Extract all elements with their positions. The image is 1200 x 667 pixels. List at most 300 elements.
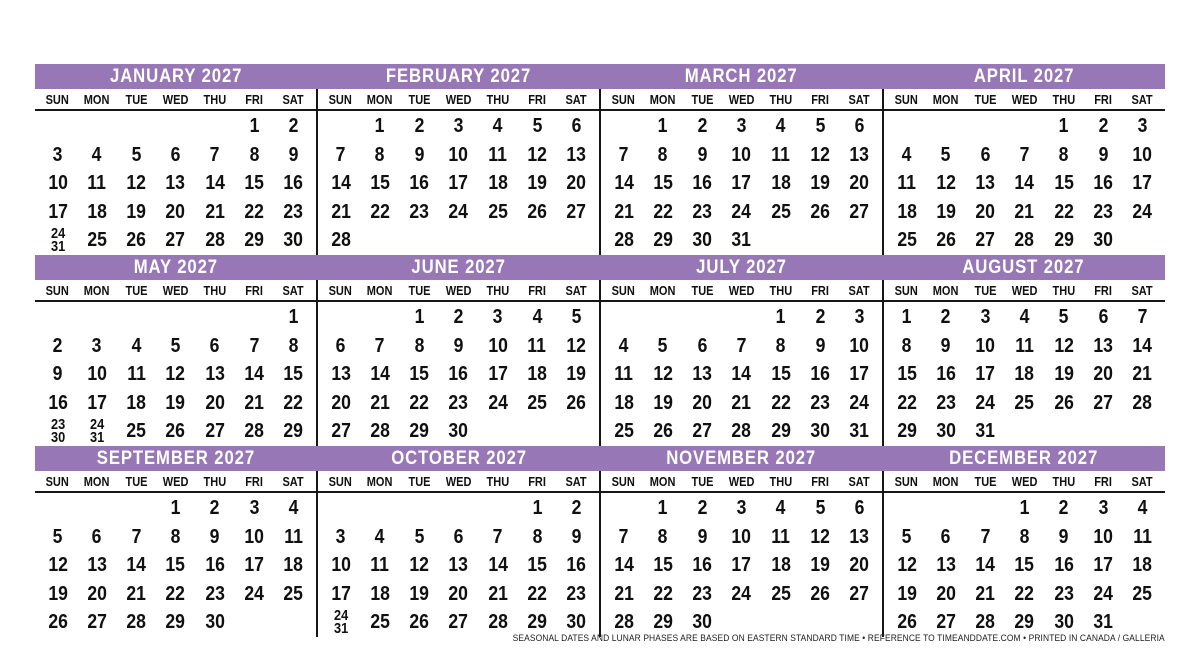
text: JANUARY 2027 xyxy=(110,66,243,87)
text: 30 xyxy=(50,429,65,446)
date-cell xyxy=(38,580,77,609)
text: 14 xyxy=(1014,172,1035,195)
date-cell xyxy=(800,141,839,170)
date-cell xyxy=(761,141,800,170)
text: JULY 2027 xyxy=(695,257,787,278)
weekday-label xyxy=(360,284,399,298)
date-cell xyxy=(400,551,439,580)
text: WED xyxy=(445,284,472,298)
weekday-label xyxy=(800,284,839,298)
weekday-label xyxy=(117,284,156,298)
empty-cell xyxy=(156,112,195,141)
text: 7 xyxy=(1019,143,1030,166)
date-cell xyxy=(800,169,839,198)
text: 7 xyxy=(736,334,747,357)
date-cell xyxy=(38,226,77,255)
text: 12 xyxy=(810,143,830,166)
text: WED xyxy=(445,475,472,489)
text: SUN xyxy=(329,93,353,107)
date-cell xyxy=(761,169,800,198)
text: 16 xyxy=(448,363,469,386)
date-cell xyxy=(966,141,1005,170)
date-cell xyxy=(1123,360,1162,389)
date-cell xyxy=(643,580,682,609)
month-grids-row xyxy=(35,471,1165,637)
text: 8 xyxy=(775,334,786,357)
weekday-label xyxy=(722,284,761,298)
text: SUN xyxy=(895,475,919,489)
empty-cell xyxy=(604,494,643,523)
text: 9 xyxy=(941,334,951,357)
text: THU xyxy=(203,475,227,489)
text: TUE xyxy=(408,93,431,107)
text: FEBRUARY 2027 xyxy=(386,66,532,87)
date-cell xyxy=(761,494,800,523)
text: 29 xyxy=(653,229,673,252)
date-cell xyxy=(478,198,517,227)
text: FRI xyxy=(528,93,546,107)
text: 4 xyxy=(532,306,542,328)
date-cell xyxy=(1083,580,1122,609)
weekday-header-row xyxy=(35,280,316,302)
text: 29 xyxy=(770,420,791,443)
text: 13 xyxy=(566,143,587,166)
weekday-label xyxy=(517,475,556,489)
text: DECEMBER 2027 xyxy=(949,448,1099,469)
text: 31 xyxy=(50,238,65,255)
date-cell xyxy=(926,169,965,198)
text: WED xyxy=(162,284,189,298)
date-cell xyxy=(321,332,360,361)
text: THU xyxy=(486,284,510,298)
text: 15 xyxy=(1053,172,1074,195)
text: 15 xyxy=(283,363,304,386)
text: 18 xyxy=(487,172,508,195)
text: FRI xyxy=(245,475,263,489)
weekday-header-row xyxy=(318,471,599,493)
text: 28 xyxy=(370,420,390,443)
date-cell xyxy=(557,580,596,609)
weekday-label xyxy=(926,93,965,107)
weekday-label xyxy=(439,475,478,489)
text: 28 xyxy=(204,229,225,252)
text: 12 xyxy=(165,363,186,386)
text: 11 xyxy=(126,363,146,386)
text: TUE xyxy=(125,93,148,107)
text: MON xyxy=(367,475,393,489)
empty-cell xyxy=(439,494,478,523)
weekday-label xyxy=(195,93,234,107)
date-cell xyxy=(321,580,360,609)
date-cell xyxy=(887,580,926,609)
weekday-label xyxy=(517,93,556,107)
empty-cell xyxy=(926,112,965,141)
date-cell xyxy=(517,112,556,141)
date-cell xyxy=(517,494,556,523)
text: WED xyxy=(1011,284,1038,298)
weekday-label xyxy=(840,93,879,107)
date-cell xyxy=(1083,198,1122,227)
weekday-label xyxy=(38,475,77,489)
date-cell xyxy=(683,198,722,227)
text: 19 xyxy=(527,172,547,195)
date-cell xyxy=(1083,332,1122,361)
text: 13 xyxy=(1093,334,1113,357)
text: 2 xyxy=(1058,497,1069,519)
text: 1 xyxy=(775,306,786,328)
empty-cell xyxy=(887,494,926,523)
date-cell xyxy=(1005,523,1044,552)
text: 3 xyxy=(52,143,63,166)
empty-cell xyxy=(234,608,273,637)
weekday-label xyxy=(38,284,77,298)
date-cell xyxy=(1005,332,1044,361)
text: 22 xyxy=(527,582,547,605)
text: 27 xyxy=(165,229,186,252)
empty-cell xyxy=(926,494,965,523)
month-title-march xyxy=(600,64,883,89)
month-december xyxy=(882,471,1165,637)
text: 11 xyxy=(897,172,916,195)
weekday-label xyxy=(761,284,800,298)
text: 5 xyxy=(1058,306,1069,328)
date-cell xyxy=(1123,169,1162,198)
text: 15 xyxy=(770,363,791,386)
text: 21 xyxy=(370,391,390,414)
date-cell xyxy=(517,141,556,170)
text: 25 xyxy=(527,391,547,414)
date-cell xyxy=(117,551,156,580)
date-cell xyxy=(360,198,399,227)
text: 6 xyxy=(697,334,708,357)
text: 17 xyxy=(244,554,264,577)
weekday-label xyxy=(195,284,234,298)
month-october xyxy=(316,471,599,637)
date-cell xyxy=(840,198,879,227)
date-cell xyxy=(926,360,965,389)
text: 20 xyxy=(1093,363,1113,386)
text: 23 xyxy=(409,200,429,223)
month-title-july xyxy=(600,255,883,280)
weekday-label xyxy=(966,93,1005,107)
text: 25 xyxy=(283,582,304,605)
text: 23 xyxy=(448,391,469,414)
weekday-label xyxy=(1123,284,1162,298)
text: 20 xyxy=(448,582,469,605)
date-cell xyxy=(683,360,722,389)
date-cell xyxy=(683,494,722,523)
date-cell xyxy=(274,198,313,227)
date-cell xyxy=(966,360,1005,389)
date-cell xyxy=(840,141,879,170)
text: 31 xyxy=(1093,611,1113,634)
date-cell xyxy=(966,226,1005,255)
text: TUE xyxy=(691,284,714,298)
text: 4 xyxy=(492,115,503,137)
text: 15 xyxy=(653,554,673,577)
text: 18 xyxy=(896,200,917,223)
text: 2 xyxy=(288,115,299,137)
text: 8 xyxy=(414,334,425,357)
text: 15 xyxy=(653,172,673,195)
date-cell xyxy=(439,141,478,170)
empty-cell xyxy=(840,226,879,255)
date-cell xyxy=(117,389,156,418)
text: 16 xyxy=(204,554,225,577)
date-cell xyxy=(234,494,273,523)
date-cell xyxy=(400,303,439,332)
date-cell xyxy=(478,523,517,552)
text: 8 xyxy=(658,525,668,548)
text: SUN xyxy=(329,284,353,298)
weekday-label xyxy=(274,475,313,489)
text: 2 xyxy=(1098,115,1108,137)
empty-cell xyxy=(683,303,722,332)
text: SUN xyxy=(46,284,70,298)
text: 15 xyxy=(370,172,390,195)
text: 30 xyxy=(810,420,830,443)
text: 16 xyxy=(692,172,712,195)
weekday-label xyxy=(722,93,761,107)
text: 26 xyxy=(165,420,186,443)
text: TUE xyxy=(125,284,148,298)
text: SAT xyxy=(848,284,870,298)
text: 9 xyxy=(697,143,708,166)
date-cell xyxy=(1005,226,1044,255)
date-cell xyxy=(643,417,682,446)
date-cell xyxy=(274,303,313,332)
text: SAT xyxy=(282,284,304,298)
date-cell xyxy=(195,332,234,361)
weekday-label xyxy=(77,284,116,298)
date-cell xyxy=(439,303,478,332)
text: 25 xyxy=(896,229,917,252)
date-cell xyxy=(439,112,478,141)
empty-cell xyxy=(321,112,360,141)
date-cell xyxy=(926,523,965,552)
weekday-label xyxy=(439,284,478,298)
text: 18 xyxy=(87,200,107,223)
text: 19 xyxy=(653,391,673,414)
weekday-label xyxy=(887,93,926,107)
weekday-header-row xyxy=(601,89,882,111)
date-cell xyxy=(117,523,156,552)
text: 12 xyxy=(409,554,429,577)
date-cell xyxy=(156,580,195,609)
text: 8 xyxy=(901,334,912,357)
date-cell xyxy=(761,523,800,552)
text: 23 xyxy=(936,391,956,414)
weekday-label xyxy=(156,284,195,298)
weekday-label xyxy=(478,284,517,298)
date-cell xyxy=(274,169,313,198)
text: SUN xyxy=(612,284,636,298)
text: 1 xyxy=(658,497,668,519)
text: 4 xyxy=(618,334,629,357)
weekday-header-row xyxy=(318,280,599,302)
text: TUE xyxy=(974,475,997,489)
text: 27 xyxy=(975,229,995,252)
date-cell xyxy=(156,608,195,637)
date-cell xyxy=(887,360,926,389)
text: 25 xyxy=(613,420,634,443)
month-title-january xyxy=(35,64,318,89)
text: 16 xyxy=(47,391,68,414)
date-cell xyxy=(360,608,399,637)
text: 17 xyxy=(731,554,752,577)
date-cell xyxy=(77,608,116,637)
empty-cell xyxy=(1044,417,1083,446)
weekday-label xyxy=(1123,475,1162,489)
date-cell xyxy=(195,523,234,552)
empty-cell xyxy=(604,303,643,332)
date-cell xyxy=(77,169,116,198)
text: 6 xyxy=(209,334,220,357)
text: 3 xyxy=(249,497,259,519)
text: 19 xyxy=(1053,363,1074,386)
date-cell xyxy=(77,580,116,609)
date-cell xyxy=(722,580,761,609)
text: 14 xyxy=(370,363,390,386)
text: 20 xyxy=(849,172,870,195)
date-cell xyxy=(800,494,839,523)
date-cell xyxy=(557,389,596,418)
text: 11 xyxy=(771,525,791,548)
date-cell xyxy=(840,169,879,198)
text: 19 xyxy=(810,554,830,577)
empty-cell xyxy=(77,303,116,332)
date-cell xyxy=(557,551,596,580)
text: 23 xyxy=(810,391,830,414)
empty-cell xyxy=(887,112,926,141)
date-cell xyxy=(557,141,596,170)
date-cell xyxy=(117,198,156,227)
weekday-label xyxy=(234,284,273,298)
text: 18 xyxy=(770,554,791,577)
date-cell xyxy=(1083,303,1122,332)
date-cell xyxy=(400,169,439,198)
text: 6 xyxy=(453,525,464,548)
empty-cell xyxy=(1123,226,1162,255)
text: SAT xyxy=(1131,93,1153,107)
text: MON xyxy=(367,93,393,107)
date-cell xyxy=(234,417,273,446)
date-cell xyxy=(604,417,643,446)
text: 21 xyxy=(126,582,146,605)
weekday-label xyxy=(1005,93,1044,107)
date-cell xyxy=(683,389,722,418)
text: 19 xyxy=(936,200,956,223)
text: 18 xyxy=(1132,554,1153,577)
text: 16 xyxy=(409,172,429,195)
text: 11 xyxy=(1133,525,1152,548)
date-cell xyxy=(439,389,478,418)
text: 5 xyxy=(901,525,912,548)
date-cell xyxy=(38,169,77,198)
text: 12 xyxy=(653,363,673,386)
month-title-august xyxy=(883,255,1166,280)
date-cell xyxy=(156,494,195,523)
text: 30 xyxy=(1093,229,1113,252)
dates-grid xyxy=(318,302,599,446)
dates-grid xyxy=(318,493,599,637)
date-cell xyxy=(887,551,926,580)
date-cell xyxy=(1044,141,1083,170)
text: 7 xyxy=(492,525,503,548)
date-cell xyxy=(321,141,360,170)
weekday-label xyxy=(195,475,234,489)
text: 26 xyxy=(47,611,68,634)
text: 25 xyxy=(1014,391,1035,414)
text: 24 xyxy=(731,200,752,223)
text: TUE xyxy=(691,475,714,489)
weekday-label xyxy=(156,93,195,107)
date-cell xyxy=(400,580,439,609)
date-cell xyxy=(1123,332,1162,361)
text: 13 xyxy=(165,172,186,195)
text: FRI xyxy=(1094,475,1112,489)
weekday-label xyxy=(966,284,1005,298)
date-cell xyxy=(604,580,643,609)
empty-cell xyxy=(321,303,360,332)
text: 17 xyxy=(330,582,351,605)
empty-cell xyxy=(77,494,116,523)
text: 16 xyxy=(566,554,587,577)
weekday-label xyxy=(478,93,517,107)
date-cell xyxy=(1044,169,1083,198)
date-cell xyxy=(117,226,156,255)
date-cell xyxy=(926,332,965,361)
text: 30 xyxy=(448,420,469,443)
date-cell xyxy=(77,389,116,418)
weekday-label xyxy=(1123,93,1162,107)
text: 14 xyxy=(975,554,995,577)
text: 17 xyxy=(47,200,68,223)
date-cell xyxy=(840,332,879,361)
empty-cell xyxy=(557,417,596,446)
date-cell xyxy=(604,169,643,198)
weekday-label xyxy=(643,284,682,298)
date-cell xyxy=(840,417,879,446)
text: 9 xyxy=(288,143,299,166)
text: MON xyxy=(933,475,959,489)
text: 13 xyxy=(87,554,107,577)
text: 11 xyxy=(771,143,791,166)
date-cell xyxy=(1005,494,1044,523)
weekday-label xyxy=(683,93,722,107)
footer-note-text: SEASONAL DATES AND LUNAR PHASES ARE BASED ON EASTERN STANDARD TIME • REFERENCE TO TIMEANDDATE.COM • PRINTED IN CANADA / GALLERIA xyxy=(512,633,1165,643)
text: 3 xyxy=(335,525,346,548)
text: 5 xyxy=(941,143,951,166)
date-cell xyxy=(117,141,156,170)
text: 20 xyxy=(936,582,956,605)
weekday-label xyxy=(887,475,926,489)
text: 21 xyxy=(1014,200,1035,223)
date-cell xyxy=(117,580,156,609)
text: 31 xyxy=(849,420,870,443)
text: 25 xyxy=(770,582,791,605)
text: FRI xyxy=(245,93,263,107)
weekday-label xyxy=(439,93,478,107)
text: THU xyxy=(203,93,227,107)
text: 27 xyxy=(1093,391,1113,414)
text: MON xyxy=(650,93,676,107)
date-cell xyxy=(557,169,596,198)
date-cell xyxy=(360,112,399,141)
text: 16 xyxy=(692,554,712,577)
text: 2 xyxy=(453,306,464,328)
weekday-header-row xyxy=(884,471,1165,493)
